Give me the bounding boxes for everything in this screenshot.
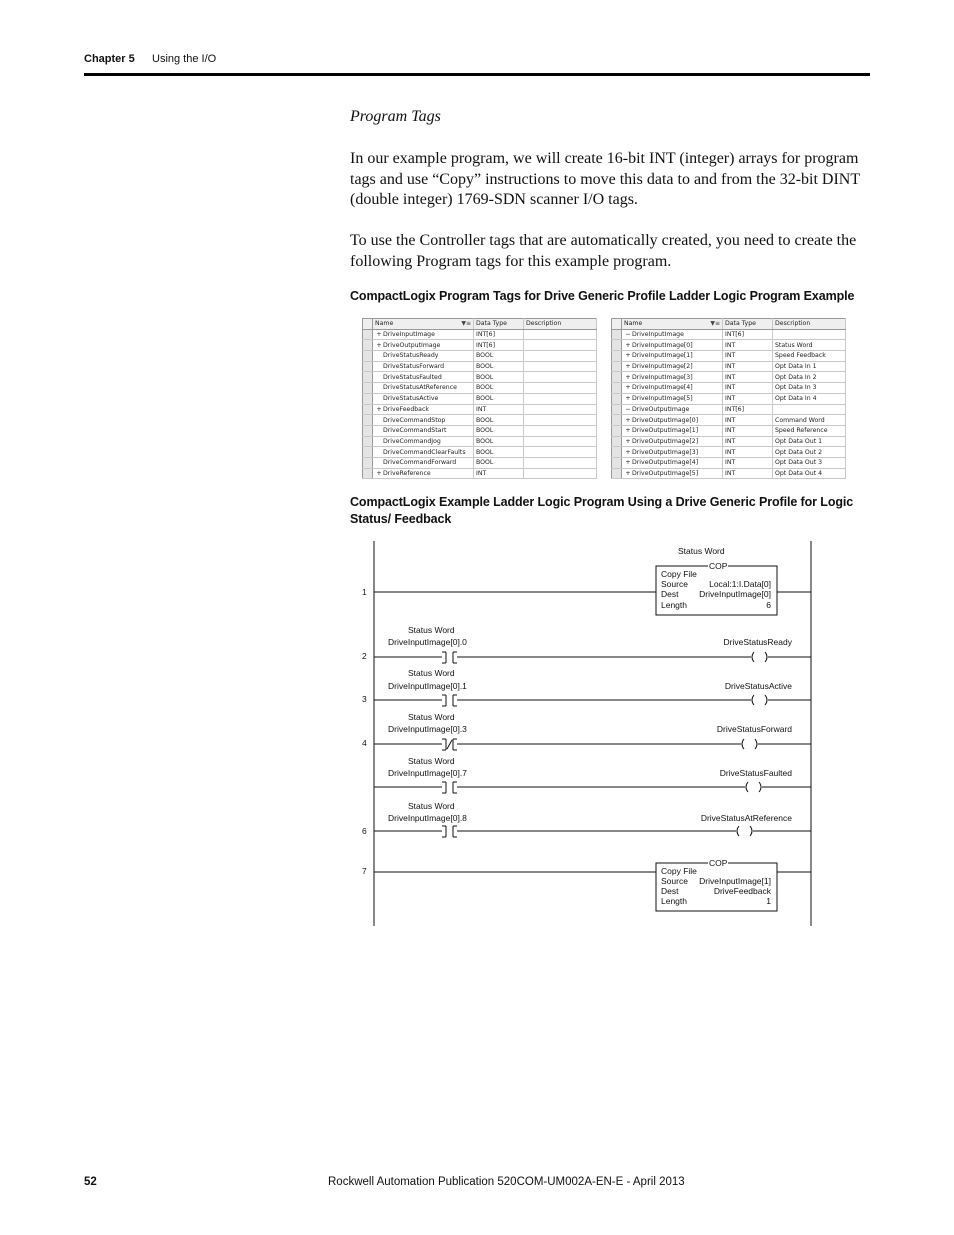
tag-name: DriveInputImage[5] (632, 395, 693, 403)
tag-data-type[interactable]: BOOL (474, 447, 524, 458)
filter-icon[interactable]: ▼≡ (461, 320, 471, 328)
tag-name: DriveStatusReady (383, 352, 439, 360)
tag-data-type[interactable]: BOOL (474, 351, 524, 362)
rung-1-source-label: Source (661, 579, 688, 589)
tag-data-type[interactable]: INT (723, 351, 773, 362)
rung-7-dest-label: Dest (661, 886, 679, 896)
rung-1-description: Status Word (678, 546, 725, 556)
tag-description[interactable]: Command Word (773, 415, 846, 426)
tag-description[interactable]: Opt Data In 4 (773, 393, 846, 404)
rung-6-coil (737, 826, 752, 836)
expand-toggle-icon[interactable]: + (625, 448, 631, 456)
tag-data-type[interactable]: INT (723, 393, 773, 404)
rung-7-source-label: Source (661, 876, 688, 886)
paragraph-controller-tags: To use the Controller tags that are automatically created, you need to create the following Program tags for this example program. (350, 232, 857, 270)
column-header-description[interactable]: Description (773, 319, 846, 330)
tag-data-type[interactable]: INT (723, 415, 773, 426)
tag-data-type[interactable]: INT (474, 468, 524, 479)
tag-name: DriveInputImage[2] (632, 363, 693, 371)
tag-data-type[interactable]: INT (474, 404, 524, 415)
tag-name: DriveInputImage[3] (632, 373, 693, 381)
rung-3-contact-description: Status Word (408, 668, 455, 678)
rung-1-instruction: COP (709, 561, 728, 571)
tag-name: DriveOutputImage[1] (632, 427, 699, 435)
tag-name: DriveStatusActive (383, 395, 439, 403)
rung-4-coil-tag: DriveStatusForward (716, 724, 792, 734)
tag-description[interactable]: Speed Reference (773, 425, 846, 436)
tag-data-type[interactable]: BOOL (474, 436, 524, 447)
rung-6-contact-tag: DriveInputImage[0].8 (388, 813, 467, 823)
tag-data-type[interactable]: INT[6] (474, 329, 524, 340)
expand-toggle-icon[interactable]: + (625, 469, 631, 477)
tag-name: DriveFeedback (383, 405, 429, 413)
expand-toggle-icon[interactable]: + (625, 395, 631, 403)
rung-5-contact-tag: DriveInputImage[0].7 (388, 768, 467, 778)
rung-2-contact-no (442, 652, 457, 663)
rung-4-contact-description: Status Word (408, 712, 455, 722)
tag-name: DriveOutputImage[5] (632, 469, 699, 477)
expand-toggle-icon[interactable]: + (376, 405, 382, 413)
rung-7-length-label: Length (661, 896, 687, 906)
tag-name: DriveOutputImage[4] (632, 459, 699, 467)
tag-description[interactable]: Opt Data In 2 (773, 372, 846, 383)
rung-1-number: 1 (362, 587, 367, 597)
tag-name: DriveCommandClearFaults (383, 448, 466, 456)
rung-1-length-label: Length (661, 600, 687, 610)
tag-data-type[interactable]: INT[6] (723, 329, 773, 340)
column-header-data-type[interactable]: Data Type (474, 319, 524, 330)
rung-5-contact-description: Status Word (408, 756, 455, 766)
rung-2-coil-tag: DriveStatusReady (723, 637, 792, 647)
rung-2-coil (752, 652, 767, 662)
chapter-label: Chapter 5 (84, 53, 135, 65)
subheading: Program Tags (350, 108, 441, 125)
section-title: Using the I/O (152, 53, 217, 65)
expand-toggle-icon[interactable]: + (625, 427, 631, 435)
rung-1-title: Copy File (661, 569, 697, 579)
tag-data-type[interactable]: INT (723, 436, 773, 447)
tag-description[interactable]: Status Word (773, 340, 846, 351)
tag-name: DriveStatusAtReference (383, 384, 457, 392)
tag-data-type[interactable]: BOOL (474, 372, 524, 383)
expand-toggle-icon[interactable]: − (625, 331, 631, 339)
expand-toggle-icon[interactable]: + (376, 341, 382, 349)
tag-description[interactable]: Opt Data Out 1 (773, 436, 846, 447)
rung-3-coil (752, 695, 767, 705)
tag-data-type[interactable]: BOOL (474, 383, 524, 394)
paragraph-intro: In our example program, we will create 16-bit INT (integer) arrays for program tags and use “Copy” instructions to move this data to and from the 32-bit DINT (double integer) 1769-SDN scanner I/O tags. (350, 150, 860, 208)
rung-6-coil-tag: DriveStatusAtReference (700, 813, 792, 823)
rung-1-dest: DriveInputImage[0] (699, 589, 771, 599)
rung-2-contact-description: Status Word (408, 625, 455, 635)
tag-name: DriveOutputImage[3] (632, 448, 699, 456)
tag-data-type[interactable]: INT (723, 340, 773, 351)
rung-5-contact-no (442, 782, 457, 793)
tag-description[interactable]: Speed Feedback (773, 351, 846, 362)
rung-2-contact-tag: DriveInputImage[0].0 (388, 637, 467, 647)
tag-data-type[interactable]: INT[6] (474, 340, 524, 351)
rung-4-number: 4 (362, 738, 367, 748)
tag-data-type[interactable]: INT[6] (723, 404, 773, 415)
tag-data-type[interactable]: INT (723, 457, 773, 468)
expand-toggle-icon[interactable]: + (625, 352, 631, 360)
tag-description[interactable]: Opt Data Out 2 (773, 447, 846, 458)
rung-3-contact-no (442, 695, 457, 706)
tag-description[interactable]: Opt Data In 3 (773, 383, 846, 394)
column-header-name[interactable]: Name ▼≡ (622, 319, 723, 330)
tag-name: DriveOutputImage[0] (632, 416, 699, 424)
table-caption: CompactLogix Program Tags for Drive Generic Profile Ladder Logic Program Example (350, 289, 855, 303)
tag-data-type[interactable]: BOOL (474, 415, 524, 426)
tag-name: DriveCommandJog (383, 437, 441, 445)
tag-name: DriveInputImage[4] (632, 384, 693, 392)
tag-data-type[interactable]: INT (723, 361, 773, 372)
expand-toggle-icon[interactable]: + (625, 341, 631, 349)
rung-1-length: 6 (766, 600, 771, 610)
rung-6-contact-no (442, 826, 457, 837)
rung-7-length: 1 (766, 896, 771, 906)
tag-data-type[interactable]: INT (723, 425, 773, 436)
expand-toggle-icon[interactable]: + (625, 416, 631, 424)
ladder-caption: CompactLogix Example Ladder Logic Program Using a Drive Generic Profile for Logic Status/ Feedback (350, 495, 854, 526)
expand-toggle-icon[interactable]: + (625, 384, 631, 392)
expand-toggle-icon[interactable]: + (625, 363, 631, 371)
tag-name: DriveCommandStop (383, 416, 446, 424)
tag-data-type[interactable]: BOOL (474, 361, 524, 372)
column-header-description[interactable]: Description (524, 319, 597, 330)
tag-name: DriveInputImage (383, 331, 435, 339)
tag-name: DriveStatusFaulted (383, 373, 442, 381)
rung-7-source: DriveInputImage[1] (699, 876, 771, 886)
tag-name: DriveInputImage[1] (632, 352, 693, 360)
rung-1-source: Local:1:I.Data[0] (709, 579, 771, 589)
expand-toggle-icon[interactable]: + (376, 469, 382, 477)
tag-data-type[interactable]: INT (723, 383, 773, 394)
tag-name: DriveOutputImage (632, 405, 690, 413)
rung-6-number: 6 (362, 826, 367, 836)
rung-7-instruction: COP (709, 858, 728, 868)
tag-data-type[interactable]: INT (723, 447, 773, 458)
column-header-name[interactable]: Name ▼≡ (373, 319, 474, 330)
tag-name: DriveOutputImage (383, 341, 441, 349)
rung-7-dest: DriveFeedback (713, 886, 771, 896)
expand-toggle-icon[interactable]: + (625, 373, 631, 381)
rung-7-title: Copy File (661, 866, 697, 876)
expand-toggle-icon[interactable]: − (625, 405, 631, 413)
tag-description[interactable]: Opt Data Out 4 (773, 468, 846, 479)
tag-name: DriveStatusForward (383, 363, 445, 371)
tag-description[interactable]: Opt Data In 1 (773, 361, 846, 372)
rung-5-coil-tag: DriveStatusFaulted (719, 768, 792, 778)
tag-name: DriveCommandForward (383, 459, 457, 467)
rung-1-dest-label: Dest (661, 589, 679, 599)
tag-description[interactable]: Opt Data Out 3 (773, 457, 846, 468)
column-header-data-type[interactable]: Data Type (723, 319, 773, 330)
expand-toggle-icon[interactable]: + (625, 459, 631, 467)
tag-data-type[interactable]: BOOL (474, 425, 524, 436)
publication-info: Rockwell Automation Publication 520COM-UM002A-EN-E - April 2013 (328, 1176, 685, 1188)
tag-name: DriveInputImage[0] (632, 341, 693, 349)
rung-3-number: 3 (362, 694, 367, 704)
tag-name: DriveCommandStart (383, 427, 447, 435)
rung-4-contact-nc (442, 739, 457, 750)
rung-7-number: 7 (362, 866, 367, 876)
tag-data-type[interactable]: INT (723, 372, 773, 383)
rung-5-coil (746, 782, 761, 792)
expand-toggle-icon[interactable]: + (625, 437, 631, 445)
expand-toggle-icon[interactable]: + (376, 331, 382, 339)
tag-data-type[interactable]: BOOL (474, 393, 524, 404)
tag-data-type[interactable]: INT (723, 468, 773, 479)
rung-2-number: 2 (362, 651, 367, 661)
tag-name: DriveOutputImage[2] (632, 437, 699, 445)
rung-3-coil-tag: DriveStatusActive (724, 681, 792, 691)
rung-6-contact-description: Status Word (408, 801, 455, 811)
filter-icon[interactable]: ▼≡ (710, 320, 720, 328)
tag-name: DriveReference (383, 469, 431, 477)
rung-4-coil (742, 739, 757, 749)
tag-name: DriveInputImage (632, 331, 684, 339)
tag-data-type[interactable]: BOOL (474, 457, 524, 468)
rung-3-contact-tag: DriveInputImage[0].1 (388, 681, 467, 691)
page-number: 52 (84, 1176, 97, 1188)
rung-4-contact-tag: DriveInputImage[0].3 (388, 724, 467, 734)
